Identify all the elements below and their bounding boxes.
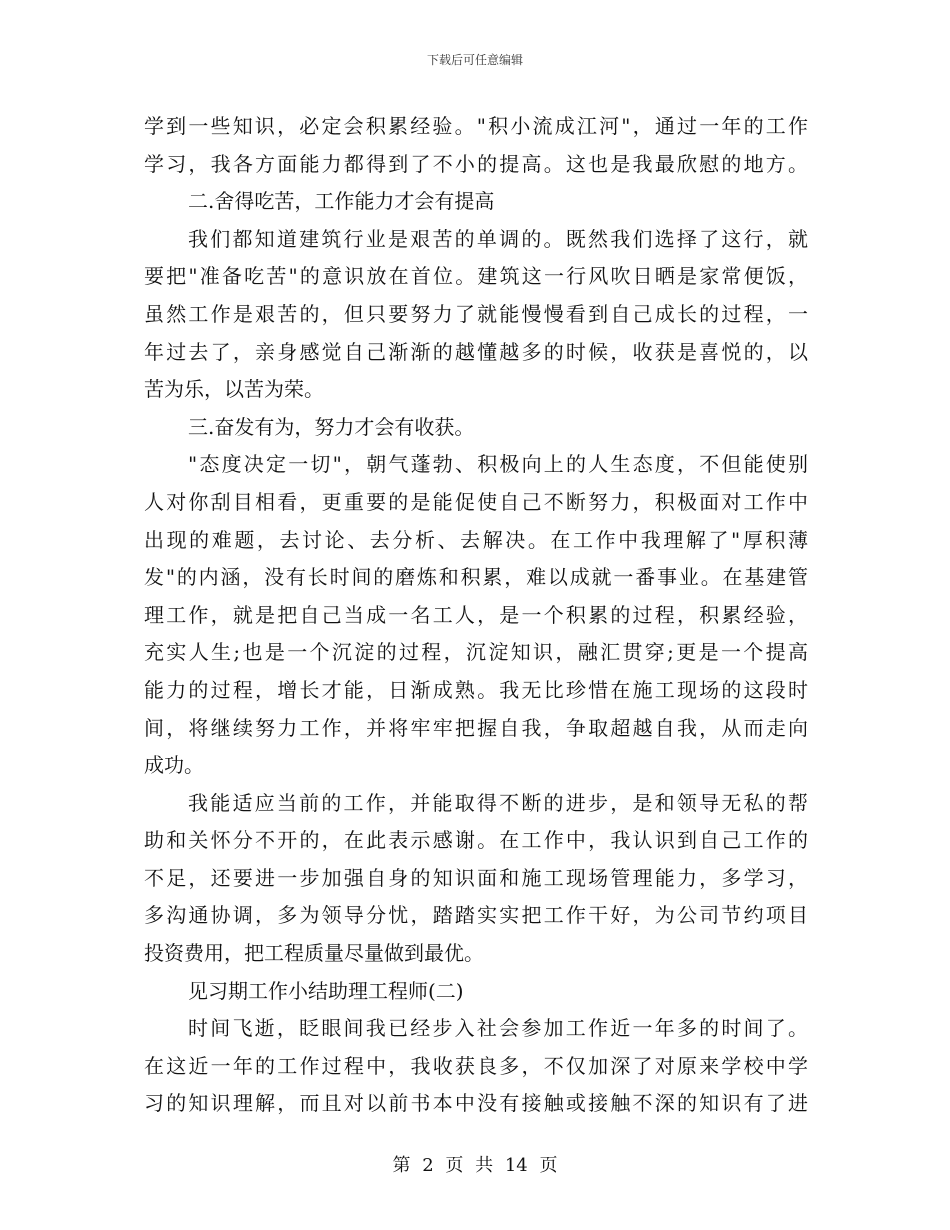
text-line: 习的知识理解，而且对以前书本中没有接触或接触不深的知识有了进: [144, 1091, 808, 1116]
text-line: 见习期工作小结助理工程师(二): [188, 978, 464, 1003]
text-line: 学习，我各方面能力都得到了不小的提高。这也是我最欣慰的地方。: [144, 151, 808, 176]
text-line: "态度决定一切"，朝气蓬勃、积极向上的人生态度，不但能使别: [188, 452, 808, 477]
text-line: 投资费用，把工程质量尽量做到最优。: [144, 941, 484, 966]
text-line: 要把"准备吃苦"的意识放在首位。建筑这一行风吹日晒是家常便饭，: [144, 264, 808, 289]
text-line: 发"的内涵，没有长时间的磨炼和积累，难以成就一番事业。在基建管: [144, 565, 808, 590]
page-header: 下载后可任意编辑: [426, 53, 523, 67]
text-line: 间，将继续努力工作，并将牢牢把握自我，争取超越自我，从而走向: [144, 715, 808, 740]
text-line: 成功。: [144, 753, 204, 778]
text-line: 在这近一年的工作过程中，我收获良多，不仅加深了对原来学校中学: [144, 1053, 808, 1078]
text-line: 时间飞逝，眨眼间我已经步入社会参加工作近一年多的时间了。: [188, 1016, 808, 1041]
text-line: 苦为乐，以苦为荣。: [144, 377, 324, 402]
text-line: 虽然工作是艰苦的，但只要努力了就能慢慢看到自己成长的过程，一: [144, 301, 808, 326]
document-body: [144, 108, 808, 1123]
page-footer-page-number: 第 2 页 共 14 页: [392, 1155, 558, 1176]
text-line: 我们都知道建筑行业是艰苦的单调的。既然我们选择了这行，就: [188, 226, 808, 251]
text-line: 学到一些知识，必定会积累经验。"积小流成江河"，通过一年的工作: [144, 114, 808, 138]
text-line: 出现的难题，去讨论、去分析、去解决。在工作中我理解了"厚积薄: [144, 527, 808, 552]
text-line: 充实人生;也是一个沉淀的过程，沉淀知识，融汇贯穿;更是一个提高: [144, 640, 808, 665]
text-line: 二.舍得吃苦，工作能力才会有提高: [188, 189, 495, 214]
text-line: 助和关怀分不开的，在此表示感谢。在工作中，我认识到自己工作的: [144, 828, 808, 853]
text-line: 我能适应当前的工作，并能取得不断的进步，是和领导无私的帮: [188, 790, 808, 815]
text-line: 能力的过程，增长才能，日渐成熟。我无比珍惜在施工现场的这段时: [144, 677, 808, 702]
text-line: 多沟通协调，多为领导分忧，踏踏实实把工作干好，为公司节约项目: [144, 903, 808, 928]
text-line: 人对你刮目相看，更重要的是能促使自己不断努力，积极面对工作中: [144, 489, 808, 514]
text-line: 年过去了，亲身感觉自己渐渐的越懂越多的时候，收获是喜悦的，以: [144, 339, 808, 364]
text-line: 不足，还要进一步加强自身的知识面和施工现场管理能力，多学习，: [144, 865, 808, 890]
text-line: 理工作，就是把自己当成一名工人，是一个积累的过程，积累经验，: [144, 602, 808, 627]
text-line: 三.奋发有为，努力才会有收获。: [188, 414, 475, 439]
